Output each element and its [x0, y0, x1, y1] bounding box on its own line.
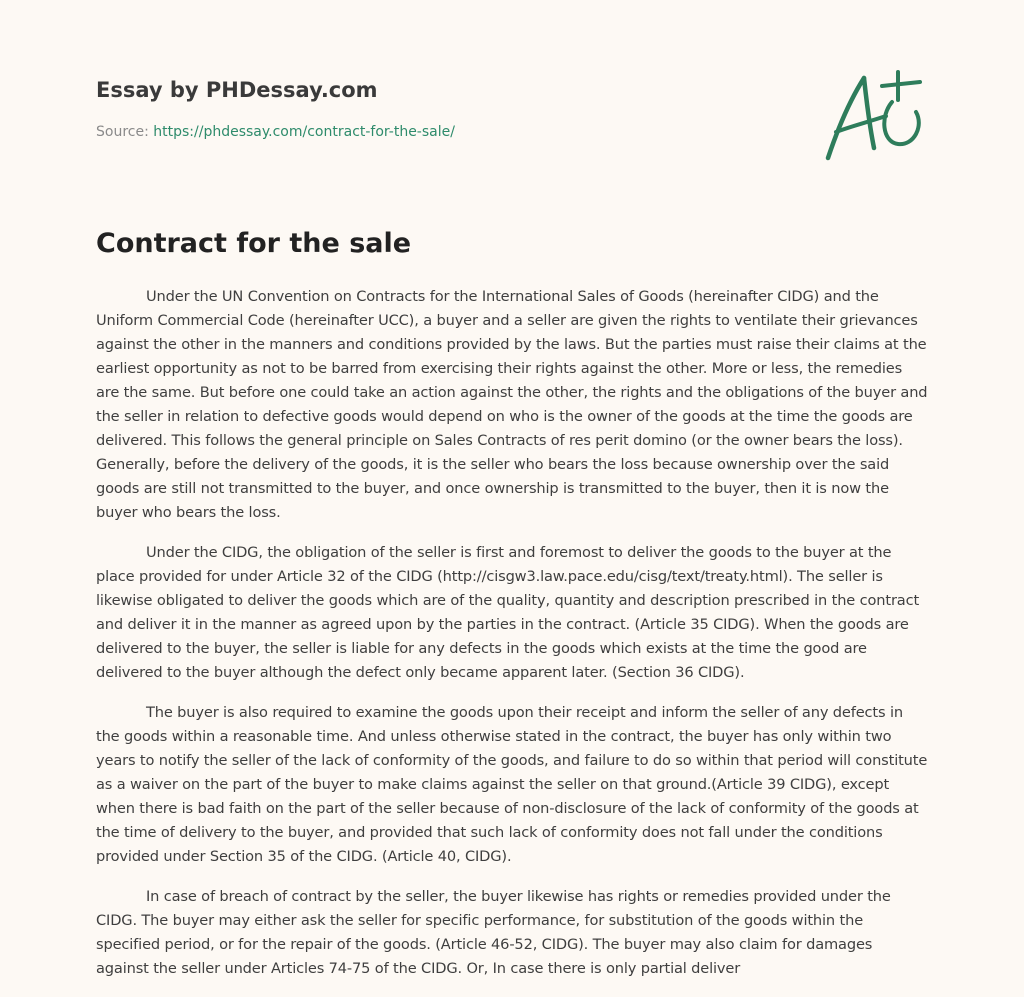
essay-paragraph: In case of breach of contract by the seller, the buyer likewise has rights or remedies provided under the CIDG. The buyer may either ask the seller for specific performance, for substitution of the goods within the specified period, or for the repair of the goods. (Article 46-52, CIDG). The buyer may also claim for damages against the seller under Articles 74-75 of the CIDG. Or, In case there is only partial deliver — [96, 888, 891, 977]
source-link[interactable]: https://phdessay.com/contract-for-the-sale/ — [153, 124, 455, 140]
essay-paragraph: The buyer is also required to examine the goods upon their receipt and inform the seller of any defects in the goods within a reasonable time. And unless otherwise stated in the contract, the buyer has only within two years to notify the seller of the lack of conformity of the goods, and failure to do so within that period will constitute as a waiver on the part of the buyer to make claims against the seller on that ground.(Article 39 CIDG), except when there is bad faith on the part of the seller because of non-disclosure of the lack of conformity of the goods at the time of delivery to the buyer, and provided that such lack of conformity does not fall under the conditions provided under Section 35 of the CIDG. (Article 40, CIDG). — [96, 704, 928, 865]
page-header — [96, 76, 796, 142]
essay-body — [96, 285, 928, 997]
source-line — [96, 122, 796, 142]
essay-title: Contract for the sale — [96, 228, 412, 259]
source-label: Source: — [96, 124, 154, 140]
a-plus-logo-icon — [820, 66, 930, 166]
essay-paragraph: Under the UN Convention on Contracts for the International Sales of Goods (hereinafter CIDG) and the Uniform Commercial Code (hereinafter UCC), a buyer and a seller are given the rights to ventilate their grievances against the other in the manners and conditions provided by the laws. But the parties must raise their claims at the earliest opportunity as not to be barred from exercising their rights against the other. More or less, the remedies are the same. But before one could take an action against the other, the rights and the obligations of the buyer and the seller in relation to defective goods would depend on who is the owner of the goods at the time the goods are delivered. This follows the general principle on Sales Contracts of res perit domino (or the owner bears the loss). Generally, before the delivery of the goods, it is the seller who bears the loss because ownership over the said goods are still not transmitted to the buyer, and once ownership is transmitted to the buyer, then it is now the buyer who bears the loss. — [96, 288, 928, 521]
site-title: Essay by PHDessay.com — [96, 78, 378, 102]
essay-paragraph: Under the CIDG, the obligation of the seller is first and foremost to deliver the goods to the buyer at the place provided for under Article 32 of the CIDG (http://cisgw3.law.pace.edu/cisg/text/treaty.html). The seller is likewise obligated to deliver the goods which are of the quality, quantity and description prescribed in the contract and deliver it in the manner as agreed upon by the parties in the contract. (Article 35 CIDG). When the goods are delivered to the buyer, the seller is liable for any defects in the goods which exists at the time the good are delivered to the buyer although the defect only became apparent later. (Section 36 CIDG). — [96, 544, 920, 681]
